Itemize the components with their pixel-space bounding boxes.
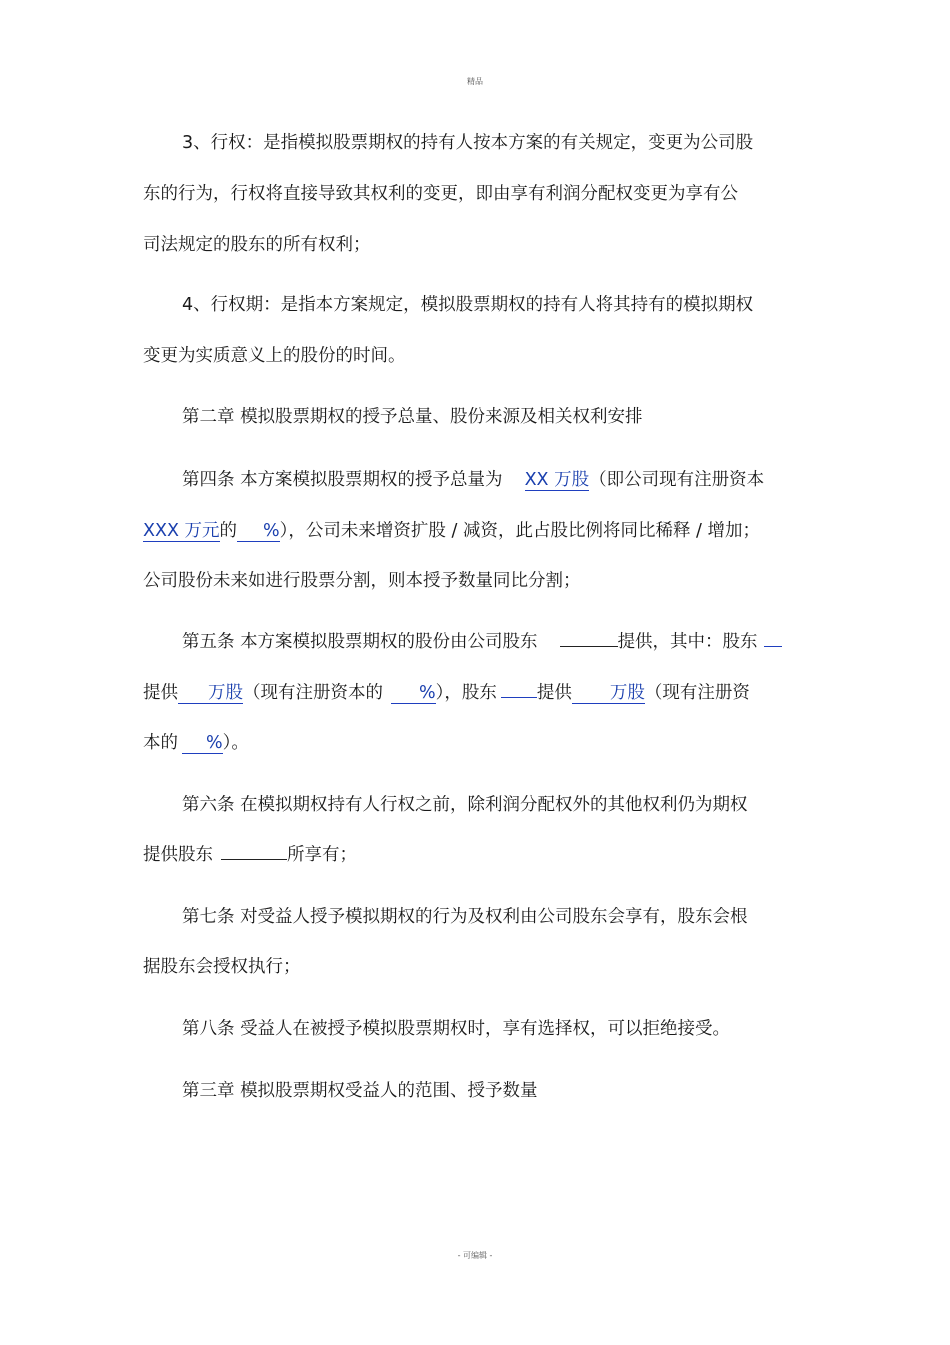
text: 第五条 本方案模拟股票期权的股份由公司股东 [182, 632, 538, 652]
paragraph-line: 第六条 在模拟期权持有人行权之前，除利润分配权外的其他权利仍为期权 [182, 795, 748, 815]
blank-field: % [182, 733, 223, 754]
article-6-line-2 [143, 843, 357, 867]
blank-field: % [237, 521, 280, 542]
text: 提供股东 [143, 845, 213, 865]
paragraph-line: 据股东会授权执行； [143, 957, 301, 977]
blank-field [501, 697, 537, 698]
text: ），公司未来增资扩股 / 减资，此占股比例将同比稀释 / 增加； [279, 521, 760, 541]
text: 提供 [143, 683, 178, 703]
chapter-heading: 第二章 模拟股票期权的授予总量、股份来源及相关权利安排 [182, 407, 643, 427]
text: ）。 [222, 733, 249, 753]
chapter-heading: 第三章 模拟股票期权受益人的范围、授予数量 [182, 1081, 538, 1101]
text: ），股东 [435, 683, 497, 703]
article-4-line-1 [182, 468, 764, 492]
blank-field [560, 646, 618, 647]
text: （即公司现有注册资本 [589, 470, 765, 490]
paragraph-line: 3、行权：是指模拟股票期权的持有人按本方案的有关规定，变更为公司股 [182, 133, 754, 153]
paragraph-line: 司法规定的股东的所有权利； [143, 235, 371, 255]
text: 的 [219, 521, 238, 541]
text: （现有注册资 [644, 683, 750, 703]
paragraph-line: 东的行为，行权将直接导致其权利的变更，即由享有利润分配权变更为享有公 [143, 184, 738, 204]
text: 第四条 本方案模拟股票期权的授予总量为 [182, 470, 503, 490]
page-header: 精品 [467, 77, 483, 86]
article-4-line-2 [143, 519, 760, 543]
article-5-line-1 [182, 630, 782, 654]
text: （现有注册资本的 [243, 683, 383, 703]
blank-field [764, 646, 782, 647]
page-footer: - 可编辑 - [457, 1251, 493, 1260]
paragraph-line: 第八条 受益人在被授予模拟股票期权时，享有选择权，可以拒绝接受。 [182, 1019, 731, 1039]
blank-field: XXX 万元 [143, 521, 220, 541]
paragraph-line: 4、行权期：是指本方案规定，模拟股票期权的持有人将其持有的模拟期权 [182, 295, 754, 315]
blank-field: XX 万股 [524, 470, 590, 490]
blank-field [221, 859, 287, 860]
text: 本的 [143, 733, 178, 753]
blank-field: 万股 [178, 683, 243, 704]
paragraph-line: 第七条 对受益人授予模拟期权的行为及权利由公司股东会享有，股东会根 [182, 907, 748, 927]
blank-field: % [391, 683, 436, 704]
paragraph-line: 公司股份未来如进行股票分割，则本授予数量同比分割； [143, 571, 581, 591]
article-5-line-2 [143, 681, 750, 705]
paragraph-line: 变更为实质意义上的股份的时间。 [143, 346, 406, 366]
text: 提供 [536, 683, 572, 703]
article-5-line-3 [143, 731, 249, 755]
text: 所享有； [287, 845, 357, 865]
blank-field: 万股 [572, 683, 645, 704]
text: 提供，其中：股东 [617, 632, 758, 652]
